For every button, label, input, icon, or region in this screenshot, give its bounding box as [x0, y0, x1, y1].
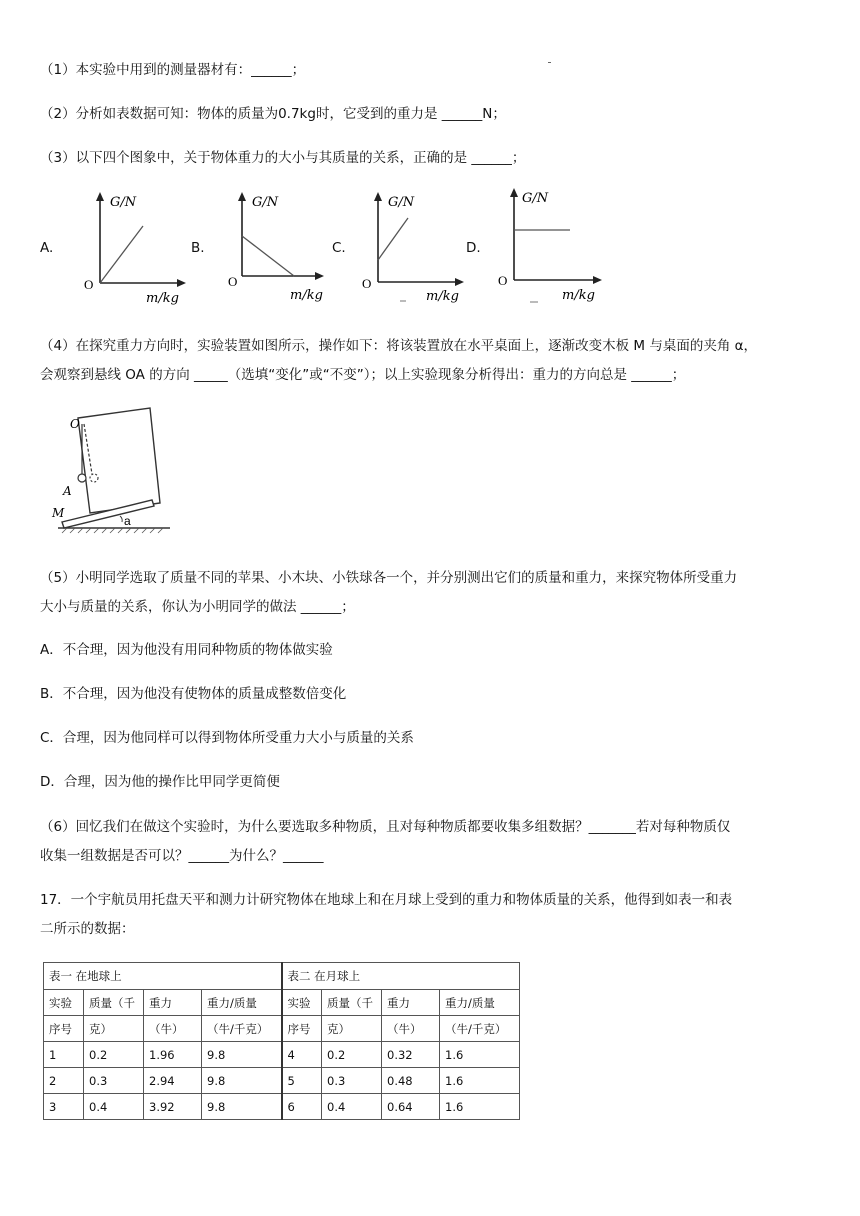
- question-5-line-2: 大小与质量的关系，你认为小明同学的做法 ______；: [40, 599, 355, 615]
- table-cell: 0.32: [382, 1042, 440, 1068]
- table-cell: 0.64: [382, 1094, 440, 1120]
- graph-c-origin: O: [362, 276, 372, 291]
- graph-b-xlabel: m/kg: [290, 288, 323, 303]
- table-2-title: 表二 在月球上: [282, 963, 520, 990]
- header-cell: 重力: [382, 990, 440, 1016]
- header-cell: 克）: [322, 1016, 382, 1042]
- table-row: [44, 1068, 520, 1094]
- table-cell: 9.8: [202, 1042, 282, 1068]
- table-cell: 5: [282, 1068, 322, 1094]
- table-cell: 0.4: [322, 1094, 382, 1120]
- graph-b-ylabel: G/N: [252, 195, 279, 210]
- stray-mark: [548, 62, 551, 63]
- table-cell: 0.2: [322, 1042, 382, 1068]
- graph-a-origin: O: [84, 277, 94, 292]
- table-cell: 4: [282, 1042, 322, 1068]
- header-cell: 实验: [44, 990, 84, 1016]
- header-cell: 质量（千: [322, 990, 382, 1016]
- table-cell: 0.4: [84, 1094, 144, 1120]
- table-cell: 3.92: [144, 1094, 202, 1120]
- question-6-line-1: （6）回忆我们在做这个实验时，为什么要选取多种物质，且对每种物质都要收集多组数据？_______若对每种物质仅: [40, 819, 731, 835]
- apparatus-label-a: A: [63, 484, 72, 498]
- header-cell: 实验: [282, 990, 322, 1016]
- graph-c-ylabel: G/N: [388, 195, 415, 210]
- header-cell: 重力/质量: [202, 990, 282, 1016]
- q5-option-c: C．合理，因为他同样可以得到物体所受重力大小与质量的关系: [40, 730, 414, 746]
- graph-c-xlabel: m/kg: [426, 289, 459, 304]
- question-4-line-2: 会观察到悬线 OA 的方向 _____（选填“变化”或“不变”）；以上实验现象分析得出：重力的方向总是 ______；: [40, 367, 686, 383]
- header-cell: 序号: [44, 1016, 84, 1042]
- table-cell: 0.3: [84, 1068, 144, 1094]
- header-cell: 重力/质量: [440, 990, 520, 1016]
- table-cell: 9.8: [202, 1094, 282, 1120]
- table-cell: 0.2: [84, 1042, 144, 1068]
- table-cell: 6: [282, 1094, 322, 1120]
- q5-option-b: B．不合理，因为他没有使物体的质量成整数倍变化: [40, 686, 347, 702]
- question-17-line-2: 二所示的数据：: [40, 921, 135, 937]
- header-cell: 质量（千: [84, 990, 144, 1016]
- apparatus-label-angle: a: [124, 514, 131, 528]
- graph-option-b-label: B.: [191, 240, 205, 256]
- header-cell: （牛）: [144, 1016, 202, 1042]
- graph-d-origin: O: [498, 273, 508, 288]
- table-cell: 2: [44, 1068, 84, 1094]
- table-cell: 2.94: [144, 1068, 202, 1094]
- apparatus-diagram: [48, 400, 183, 535]
- table-1-title: 表一 在地球上: [44, 963, 282, 990]
- table-cell: 0.48: [382, 1068, 440, 1094]
- header-cell: （牛/千克）: [202, 1016, 282, 1042]
- question-4-line-1: （4）在探究重力方向时，实验装置如图所示，操作如下：将该装置放在水平桌面上，逐渐改变木板 M 与桌面的夹角 α，: [40, 338, 758, 354]
- table-cell: 1: [44, 1042, 84, 1068]
- q5-option-a: A．不合理，因为他没有用同种物质的物体做实验: [40, 642, 333, 658]
- table-title-row: [44, 963, 520, 990]
- graph-a-xlabel: m/kg: [146, 291, 179, 306]
- table-row: [44, 1094, 520, 1120]
- question-17-line-1: 17．一个宇航员用托盘天平和测力计研究物体在地球上和在月球上受到的重力和物体质量的关系，他得到如表一和表: [40, 892, 733, 908]
- table-cell: 3: [44, 1094, 84, 1120]
- question-1: （1）本实验中用到的测量器材有：______；: [40, 62, 306, 78]
- table-cell: 0.3: [322, 1068, 382, 1094]
- table-header-row-2: [44, 1016, 520, 1042]
- question-6-line-2: 收集一组数据是否可以？______为什么？______: [40, 848, 324, 864]
- table-cell: 1.6: [440, 1094, 520, 1120]
- header-cell: （牛/千克）: [440, 1016, 520, 1042]
- question-3: （3）以下四个图象中，关于物体重力的大小与其质量的关系，正确的是 ______；: [40, 150, 526, 166]
- graph-d-ylabel: G/N: [522, 191, 549, 206]
- table-cell: 9.8: [202, 1068, 282, 1094]
- table-cell: 1.6: [440, 1068, 520, 1094]
- apparatus-label-o: O: [70, 417, 80, 431]
- q5-option-d: D．合理，因为他的操作比甲同学更简便: [40, 774, 280, 790]
- table-cell: 1.96: [144, 1042, 202, 1068]
- graph-option-c: [358, 188, 468, 306]
- table-cell: 1.6: [440, 1042, 520, 1068]
- graph-option-d-label: D.: [466, 240, 481, 256]
- graph-b-origin: O: [228, 274, 238, 289]
- graph-option-a-label: A.: [40, 240, 54, 256]
- header-cell: 克）: [84, 1016, 144, 1042]
- graph-d-xlabel: m/kg: [562, 288, 595, 303]
- table-header-row-1: [44, 990, 520, 1016]
- table-row: [44, 1042, 520, 1068]
- graph-option-d: [494, 184, 604, 306]
- question-2: （2）分析如表数据可知：物体的质量为0.7kg时，它受到的重力是 ______N；: [40, 106, 506, 122]
- data-table: [43, 962, 520, 1120]
- graph-option-a: [80, 188, 190, 306]
- graph-option-b: [222, 188, 332, 306]
- question-5-line-1: （5）小明同学选取了质量不同的苹果、小木块、小铁球各一个，并分别测出它们的质量和重力，来探究物体所受重力: [40, 570, 738, 586]
- apparatus-label-m: M: [52, 506, 65, 520]
- header-cell: （牛）: [382, 1016, 440, 1042]
- graph-a-ylabel: G/N: [110, 195, 137, 210]
- graph-option-c-label: C.: [332, 240, 346, 256]
- header-cell: 序号: [282, 1016, 322, 1042]
- header-cell: 重力: [144, 990, 202, 1016]
